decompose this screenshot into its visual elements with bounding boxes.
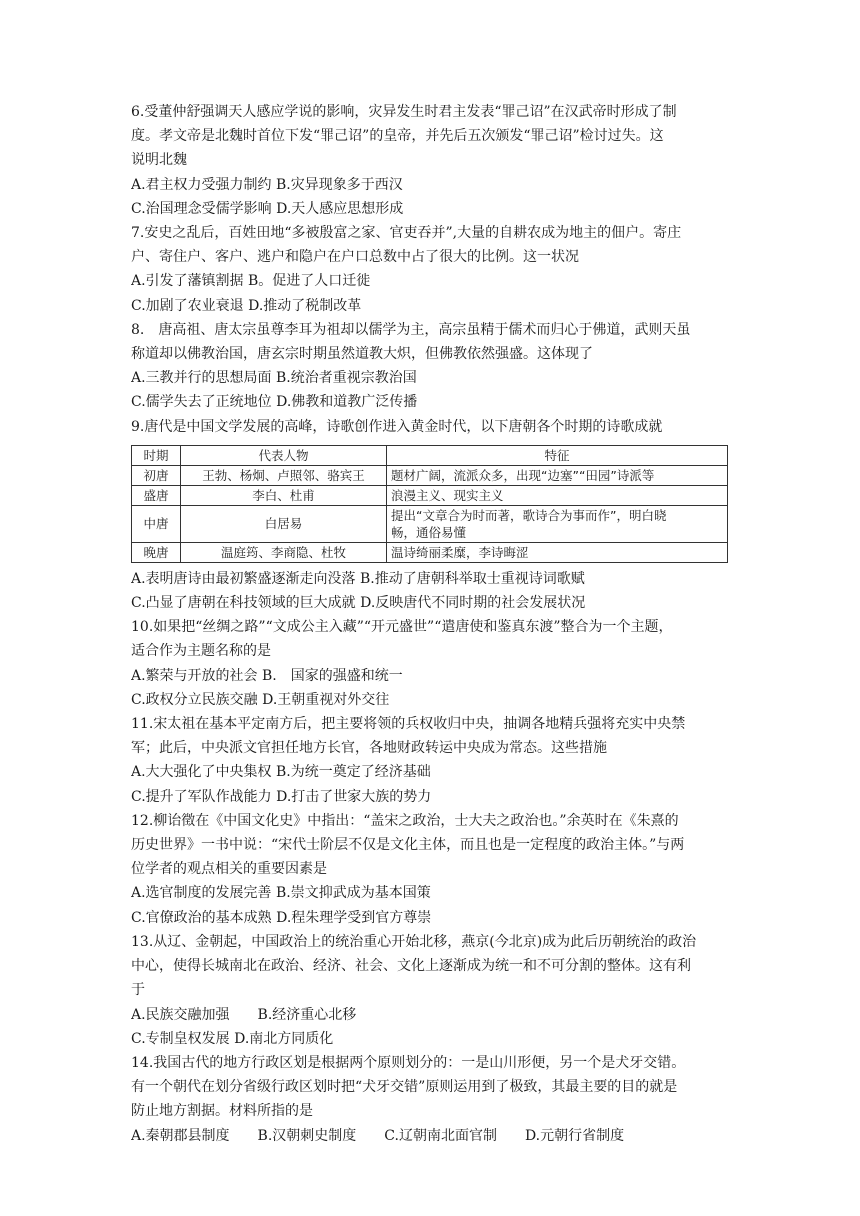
question-6-stem-line-2: 度。孝文帝是北魏时首位下发“罪己诏”的皇帝，并先后五次颁发“罪己诏”检讨过失。这 xyxy=(131,128,664,145)
question-9 xyxy=(131,415,731,616)
question-6-stem-line-1: 6.受董仲舒强调天人感应学说的影响，灾异发生时君主发表“罪己诏”在汉武帝时形成了制 xyxy=(131,104,677,120)
table-row xyxy=(132,485,728,505)
question-12-options-cd: C.官僚政治的基本成熟 D.程朱理学受到官方尊崇 xyxy=(131,909,432,926)
question-14-stem-line-3: 防止地方割据。材料所指的是 xyxy=(131,1103,313,1120)
question-11-options-cd: C.提升了军队作战能力 D.打击了世家大族的势力 xyxy=(131,788,432,805)
table-cell-period: 晚唐 xyxy=(132,542,181,562)
table-cell-people: 白居易 xyxy=(181,505,387,542)
table-cell-period: 初唐 xyxy=(132,465,181,485)
table-header-row xyxy=(132,445,728,465)
table-header-people: 代表人物 xyxy=(181,445,387,465)
question-6-stem-line-3: 说明北魏 xyxy=(131,152,187,169)
question-12-stem-line-1: 12.柳诒徵在《中国文化史》中指出：“盖宋之政治，士大夫之政治也。”余英时在《朱熹的 xyxy=(131,812,679,829)
question-6-options-ab: A.君主权力受强力制约 B.灾异现象多于西汉 xyxy=(131,176,403,193)
table-cell-feature: 浪漫主义、现实主义 xyxy=(387,485,728,505)
table-cell-period: 盛唐 xyxy=(132,485,181,505)
table-cell-feature: 题材广阔，流派众多，出现“边塞”“田园”诗派等 xyxy=(387,465,728,485)
question-9-options-cd: C.凸显了唐朝在科技领域的巨大成就 D.反映唐代不同时期的社会发展状况 xyxy=(131,595,586,612)
table-cell-feature-line-2: 畅，通俗易懂 xyxy=(391,524,467,540)
question-8-options-ab: A.三教并行的思想局面 B.统治者重视宗教治国 xyxy=(131,370,417,387)
table-cell-feature xyxy=(387,505,728,542)
question-7-options-ab: A.引发了藩镇割据 B。促进了人口迁徙 xyxy=(131,273,371,290)
table-row xyxy=(132,505,728,542)
question-10 xyxy=(131,615,731,712)
question-12-stem-line-3: 位学者的观点相关的重要因素是 xyxy=(131,861,327,878)
question-13-stem-line-3: 于 xyxy=(131,982,145,999)
question-13-options-ab: A.民族交融加强 B.经济重心北移 xyxy=(131,1006,357,1023)
question-9-options-ab: A.表明唐诗由最初繁盛逐渐走向没落 B.推动了唐朝科举取士重视诗词歌赋 xyxy=(131,570,585,587)
question-14 xyxy=(131,1051,731,1148)
question-14-options: A.秦朝郡县制度 B.汉朝刺史制度 C.辽朝南北面官制 D.元朝行省制度 xyxy=(131,1127,625,1144)
table-cell-people: 王勃、杨炯、卢照邻、骆宾王 xyxy=(181,465,387,485)
exam-page xyxy=(131,100,731,1148)
question-13 xyxy=(131,930,731,1051)
question-13-stem-line-2: 中心，使得长城南北在政治、经济、社会、文化上逐渐成为统一和不可分割的整体。这有利 xyxy=(131,958,691,975)
question-10-stem-line-1: 10.如果把“丝绸之路”“文成公主入藏”“开元盛世”“遣唐使和鉴真东渡”整合为一个主题， xyxy=(131,619,673,636)
table-header-period: 时期 xyxy=(132,445,181,465)
table-header-feature: 特征 xyxy=(387,445,728,465)
table-row xyxy=(132,542,728,562)
question-6-options-cd: C.治国理念受儒学影响 D.天人感应思想形成 xyxy=(131,200,404,217)
question-7-stem-line-2: 户、寄住户、客户、逃户和隐户在户口总数中占了很大的比例。这一状况 xyxy=(131,249,579,266)
tang-poetry-table xyxy=(131,445,728,563)
question-12-stem-line-2: 历史世界》一书中说：“宋代士阶层不仅是文化主体，而且也是一定程度的政治主体。”与两 xyxy=(131,837,685,854)
question-11 xyxy=(131,712,731,809)
question-13-stem-line-1: 13.从辽、金朝起，中国政治上的统治重心开始北移，燕京(今北京)成为此后历朝统治的政治 xyxy=(131,933,697,950)
question-13-options-cd: C.专制皇权发展 D.南北方同质化 xyxy=(131,1030,334,1047)
question-12 xyxy=(131,809,731,930)
table-cell-period: 中唐 xyxy=(132,505,181,542)
question-11-stem-line-2: 军；此后，中央派文官担任地方长官，各地财政转运中央成为常态。这些措施 xyxy=(131,740,607,757)
question-12-options-ab: A.选官制度的发展完善 B.崇文抑武成为基本国策 xyxy=(131,885,431,902)
question-8 xyxy=(131,318,731,415)
question-6 xyxy=(131,100,731,221)
question-8-options-cd: C.儒学失去了正统地位 D.佛教和道教广泛传播 xyxy=(131,394,418,411)
question-11-options-ab: A.大大强化了中央集权 B.为统一奠定了经济基础 xyxy=(131,764,431,781)
question-10-options-ab: A.繁荣与开放的社会 B. 国家的强盛和统一 xyxy=(131,667,403,684)
question-14-stem-line-1: 14.我国古代的地方行政区划是根据两个原则划分的：一是山川形便，另一个是犬牙交错。 xyxy=(131,1054,686,1071)
table-cell-people: 李白、杜甫 xyxy=(181,485,387,505)
question-7-options-cd: C.加剧了农业衰退 D.推动了税制改革 xyxy=(131,297,362,314)
question-10-stem-line-2: 适合作为主题名称的是 xyxy=(131,643,271,660)
question-7-stem-line-1: 7.安史之乱后，百姓田地“多被殷富之家、官吏吞并”,大量的自耕农成为地主的佃户。寄庄 xyxy=(131,225,682,242)
question-8-stem-line-1: 8. 唐高祖、唐太宗虽尊李耳为祖却以儒学为主，高宗虽精于儒术而归心于佛道，武则天虽 xyxy=(131,321,691,338)
question-8-stem-line-2: 称道却以佛教治国，唐玄宗时期虽然道教大炽，但佛教依然强盛。这体现了 xyxy=(131,346,593,363)
table-row xyxy=(132,465,728,485)
table-cell-feature: 温诗绮丽柔糜，李诗晦涩 xyxy=(387,542,728,562)
question-10-options-cd: C.政权分立民族交融 D.王朝重视对外交往 xyxy=(131,691,390,708)
question-9-stem-line-1: 9.唐代是中国文学发展的高峰，诗歌创作进入黄金时代，以下唐朝各个时期的诗歌成就 xyxy=(131,418,663,435)
question-11-stem-line-1: 11.宋太祖在基本平定南方后，把主要将领的兵权收归中央，抽调各地精兵强将充实中央禁 xyxy=(131,716,686,733)
table-cell-feature-line-1: 提出“文章合为时而著，歌诗合为事而作”，明白晓 xyxy=(391,507,667,523)
question-14-stem-line-2: 有一个朝代在划分省级行政区划时把“犬牙交错”原则运用到了极致，其最主要的目的就是 xyxy=(131,1079,678,1096)
table-cell-people: 温庭筠、李商隐、杜牧 xyxy=(181,542,387,562)
question-7 xyxy=(131,221,731,318)
